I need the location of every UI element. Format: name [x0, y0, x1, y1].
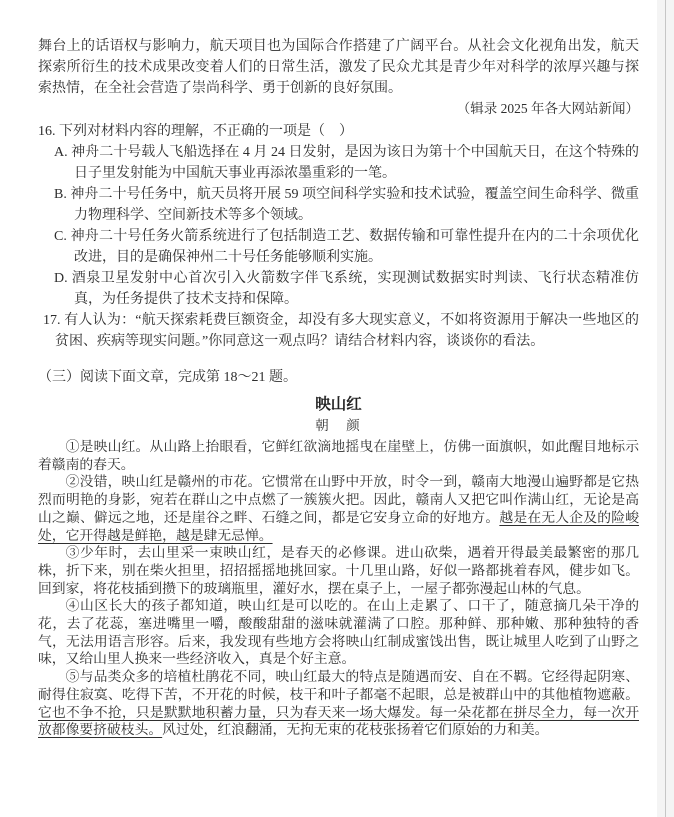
option-text: 神舟二十号载人飞船选择在 4 月 24 日发射，是因为该日为第十个中国航天日，在这个特殊的日子里发射能为中国航天事业再添浓墨重彩的一笔。 [71, 145, 640, 181]
option-label: B. [54, 187, 67, 202]
intro-paragraph: 舞台上的话语权与影响力，航天项目也为国际合作搭建了广阔平台。从社会文化视角出发，航天探索所衍生的技术成果改变着人们的日常生活，激发了民众尤其是青少年对科学的浓厚兴趣与探索热情，在全社会营造了崇尚科学、勇于创新的良好氛围。 [38, 39, 639, 96]
question16-option [38, 184, 639, 226]
page-edge-gutter [657, 0, 665, 817]
essay-title: 映山红 [315, 396, 362, 413]
question16-options [38, 142, 639, 310]
essay-text: ⑤与品类众多的培植杜鹃花不同，映山红最大的特点是随遇而安、自在不羁。它经得起阴寒、耐得住寂寞、吃得下苦，不开花的时候，枝干和叶子都毫不起眼，总是被群山中的其他植物遮蔽。 [38, 669, 639, 702]
source-attribution: （辑录 2025 年各大网站新闻） [456, 101, 639, 116]
section3-heading: （三）阅读下面文章，完成第 18～21 题。 [38, 370, 297, 385]
essay-text: ④山区长大的孩子都知道，映山红是可以吃的。在山上走累了、口干了，随意摘几朵干净的花，去了花蕊，塞进嘴里一嚼，酸酸甜甜的滋味就灌满了口腔。那种鲜、那种嫩、那种独特的香气，无法用语言形容。后来，我发现有些地方会将映山红制成蜜饯出售，既让城里人吃到了山野之味，又给山里人换来一些经济收入，真是个好主意。 [38, 598, 639, 667]
essay-paragraphs [38, 438, 639, 739]
question16-stem: 16. 下列对材料内容的理解，不正确的一项是（ ） [38, 124, 353, 139]
underlined-sentence: 它也不争不抢，只是默默地积蓄力量，只为春天来一场大爆发。每一朵花都在拼尽全力，每一次开放都像要挤破枝头。 [38, 704, 639, 738]
essay-paragraph [38, 544, 639, 597]
essay-paragraph [38, 597, 639, 668]
underlined-sentence: 越是在无人企及的险峻处，它开得越是鲜艳，越是肆无忌惮。 [38, 509, 640, 543]
option-text: 神舟二十号任务中，航天员将开展 59 项空间科学实验和技术试验，覆盖空间生命科学、微重力物理科学、空间新技术等多个领域。 [70, 187, 640, 223]
option-label: D. [54, 271, 68, 286]
option-text: 神舟二十号任务火箭系统进行了包括制造工艺、数据传输和可靠性提升在内的二十余项优化改进，目的是确保神州二十号任务能够顺利实施。 [70, 229, 639, 265]
option-text: 酒泉卫星发射中心首次引入火箭数字伴飞系统，实现测试数据实时判读、飞行状态精准仿真，为任务提供了技术支持和保障。 [71, 271, 639, 307]
option-label: C. [54, 229, 67, 244]
essay-paragraph [38, 438, 639, 473]
option-label: A. [54, 145, 68, 160]
question16-option [38, 268, 639, 310]
essay-text: ②没错，映山红是赣州的市花。它惯常在山野中开放，时令一到，赣南大地漫山遍野都是它热烈而明艳的身影，宛若在群山之中点燃了一簇簇火把。因此，赣南人又把它叫作满山红，无论是高山之巅、僻远之地，还是崖谷之畔、石缝之间，都是它安身立命的好地方。 [38, 474, 639, 525]
essay-paragraph [38, 668, 639, 739]
question17-text: 17. 有人认为：“航天探索耗费巨额资金，却没有多大现实意义，不如将资源用于解决一些地区的贫困、疾病等现实问题。”你同意这一观点吗？请结合材料内容，谈谈你的看法。 [43, 313, 639, 349]
essay-text: 风过处，红浪翻涌，无拘无束的花枝张扬着它们原始的力和美。 [162, 722, 549, 738]
essay-text: ①是映山红。从山路上抬眼看，它鲜红欲滴地摇曳在崖壁上，仿佛一面旗帜，如此醒目地标示着赣南的春天。 [38, 439, 639, 472]
essay-text: ③少年时，去山里采一束映山红，是春天的必修课。进山砍柴，遇着开得最美最繁密的那几株，折下来，别在柴火担里，招招摇摇地挑回家。十几里山路，好似一路都挑着春风，健步如飞。回到家，将花枝插到攒下的玻璃瓶里，灌好水，摆在桌子上，一屋子都弥漫起山林的气息。 [38, 545, 639, 596]
essay-paragraph [38, 473, 639, 544]
essay-author: 朝 颜 [315, 418, 362, 433]
question16-option [38, 226, 639, 268]
question16-option [38, 142, 639, 184]
